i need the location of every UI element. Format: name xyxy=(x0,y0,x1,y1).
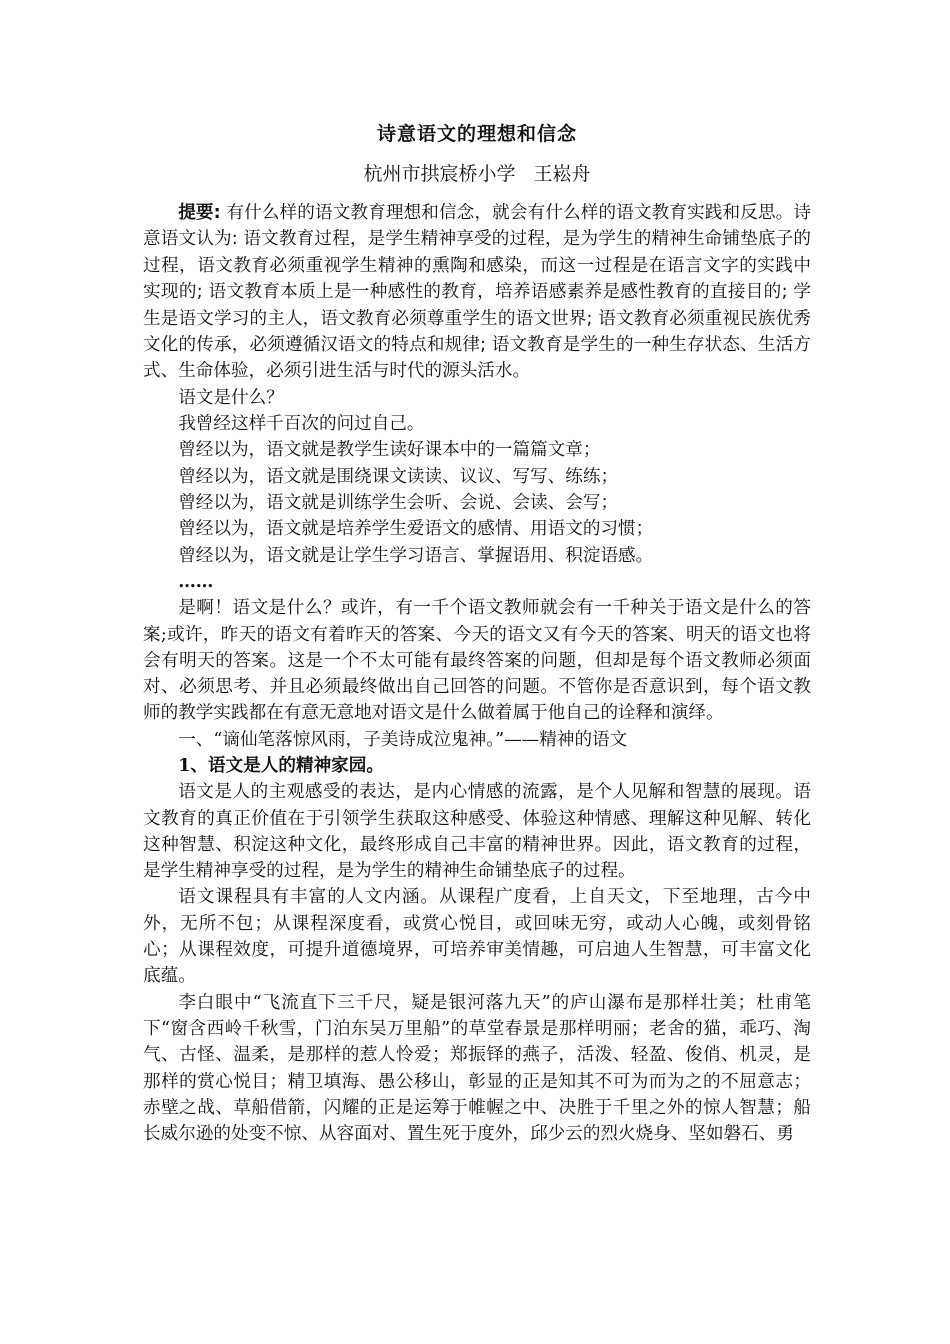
line-once-2: 曾经以为，语文就是围绕课文读读、议议、写写、练练； xyxy=(178,466,619,487)
line-once-5: 曾经以为，语文就是让学生学习语言、掌握语用、积淀语感。 xyxy=(178,545,654,566)
paragraph-3: 语文课程具有丰富的人文内涵。从课程广度看，上自天文，下至地理，古今中外，无所不包；从课程深度看，或赏心悦目，或回味无穷，或动人心魄，或刻骨铭心；从课程效度，可提升道德境界，可培养审美情趣，可启迪人生智慧，可丰富文化底蕴。 xyxy=(143,887,811,987)
abstract-paragraph xyxy=(143,200,811,385)
paragraph-answer: 是啊！语文是什么？或许，有一千个语文教师就会有一千种关于语文是什么的答案;或许，昨天的语文有着昨天的答案、今天的语文又有今天的答案、明天的语文也将会有明天的答案。这是一个不太可能有最终答案的问题，但却是每个语文教师必须面对、必须思考、并且必须最终做出自己回答的问题。不管你是否意识到，每个语文教师的教学实践都在有意无意地对语文是什么做着属于他自己的诠释和演绎。 xyxy=(143,598,811,724)
section-heading-1: 一、“谪仙笔落惊风雨，子美诗成泣鬼神。”——精神的语文 xyxy=(178,729,628,750)
line-once-3: 曾经以为，语文就是训练学生会听、会说、会读、会写； xyxy=(178,493,619,514)
subheading-1: 1、语文是人的精神家园。 xyxy=(178,755,384,776)
byline-school: 杭州市拱宸桥小学 xyxy=(363,163,516,185)
line-once-1: 曾经以为，语文就是教学生读好课本中的一篇篇文章； xyxy=(178,440,601,461)
paragraph-2: 语文是人的主观感受的表达，是内心情感的流露，是个人见解和智慧的展现。语文教育的真正价值在于引领学生获取这种感受、体验这种情感、理解这种见解、转化这种智慧、积淀这种文化，最终形成自己丰富的精神世界。因此，语文教育的过程，是学生精神享受的过程，是为学生的精神生命铺垫底子的过程。 xyxy=(143,782,811,882)
abstract-label: 提要: xyxy=(178,203,221,223)
abstract-text: 有什么样的语文教育理想和信念，就会有什么样的语文教育实践和反思。诗意语文认为: 语文教育过程，是学生精神享受的过程，是为学生的精神生命铺垫底子的过程，语文教育必须重视学生精神的熏陶和感染，而这一过程是在语言文字的实践中实现的; 语文教育本质上是一种感性的教育，培养语感素养是感性教育的直接目的; 学生是语文学习的主人，语文教育必须尊重学生的语文世界; 语文教育必须重视民族优秀文化的传承，必须遵循汉语文的特点和规律; 语文教育是学生的一种生存状态、生活方式、生命体验，必须引进生活与时代的源头活水。 xyxy=(143,203,811,382)
line-once-4: 曾经以为，语文就是培养学生爱语文的感情、用语文的习惯； xyxy=(178,519,654,540)
byline xyxy=(143,158,811,190)
document-title: 诗意语文的理想和信念 xyxy=(376,123,577,145)
ellipsis: …… xyxy=(178,570,214,592)
document-body xyxy=(143,118,811,1147)
paragraph-4: 李白眼中“飞流直下三千尺，疑是银河落九天”的庐山瀑布是那样壮美；杜甫笔下“窗含西岭千秋雪，门泊东吴万里船”的草堂春景是那样明丽；老舍的猫，乖巧、淘气、古怪、温柔，是那样的惹人怜爱；郑振铎的燕子，活泼、轻盈、俊俏、机灵，是那样的赏心悦目；精卫填海、愚公移山，彰显的正是知其不可为而为之的不屈意志；赤壁之战、草船借箭，闪耀的正是运筹于帷幄之中、决胜于千里之外的惊人智慧；船长威尔逊的处变不惊、从容面对、置生死于度外，邱少云的烈火烧身、坚如磐石、勇 xyxy=(143,992,811,1145)
line-asked: 我曾经这样千百次的问过自己。 xyxy=(178,414,425,435)
line-question: 语文是什么？ xyxy=(178,387,284,408)
byline-author: 王崧舟 xyxy=(533,163,591,185)
